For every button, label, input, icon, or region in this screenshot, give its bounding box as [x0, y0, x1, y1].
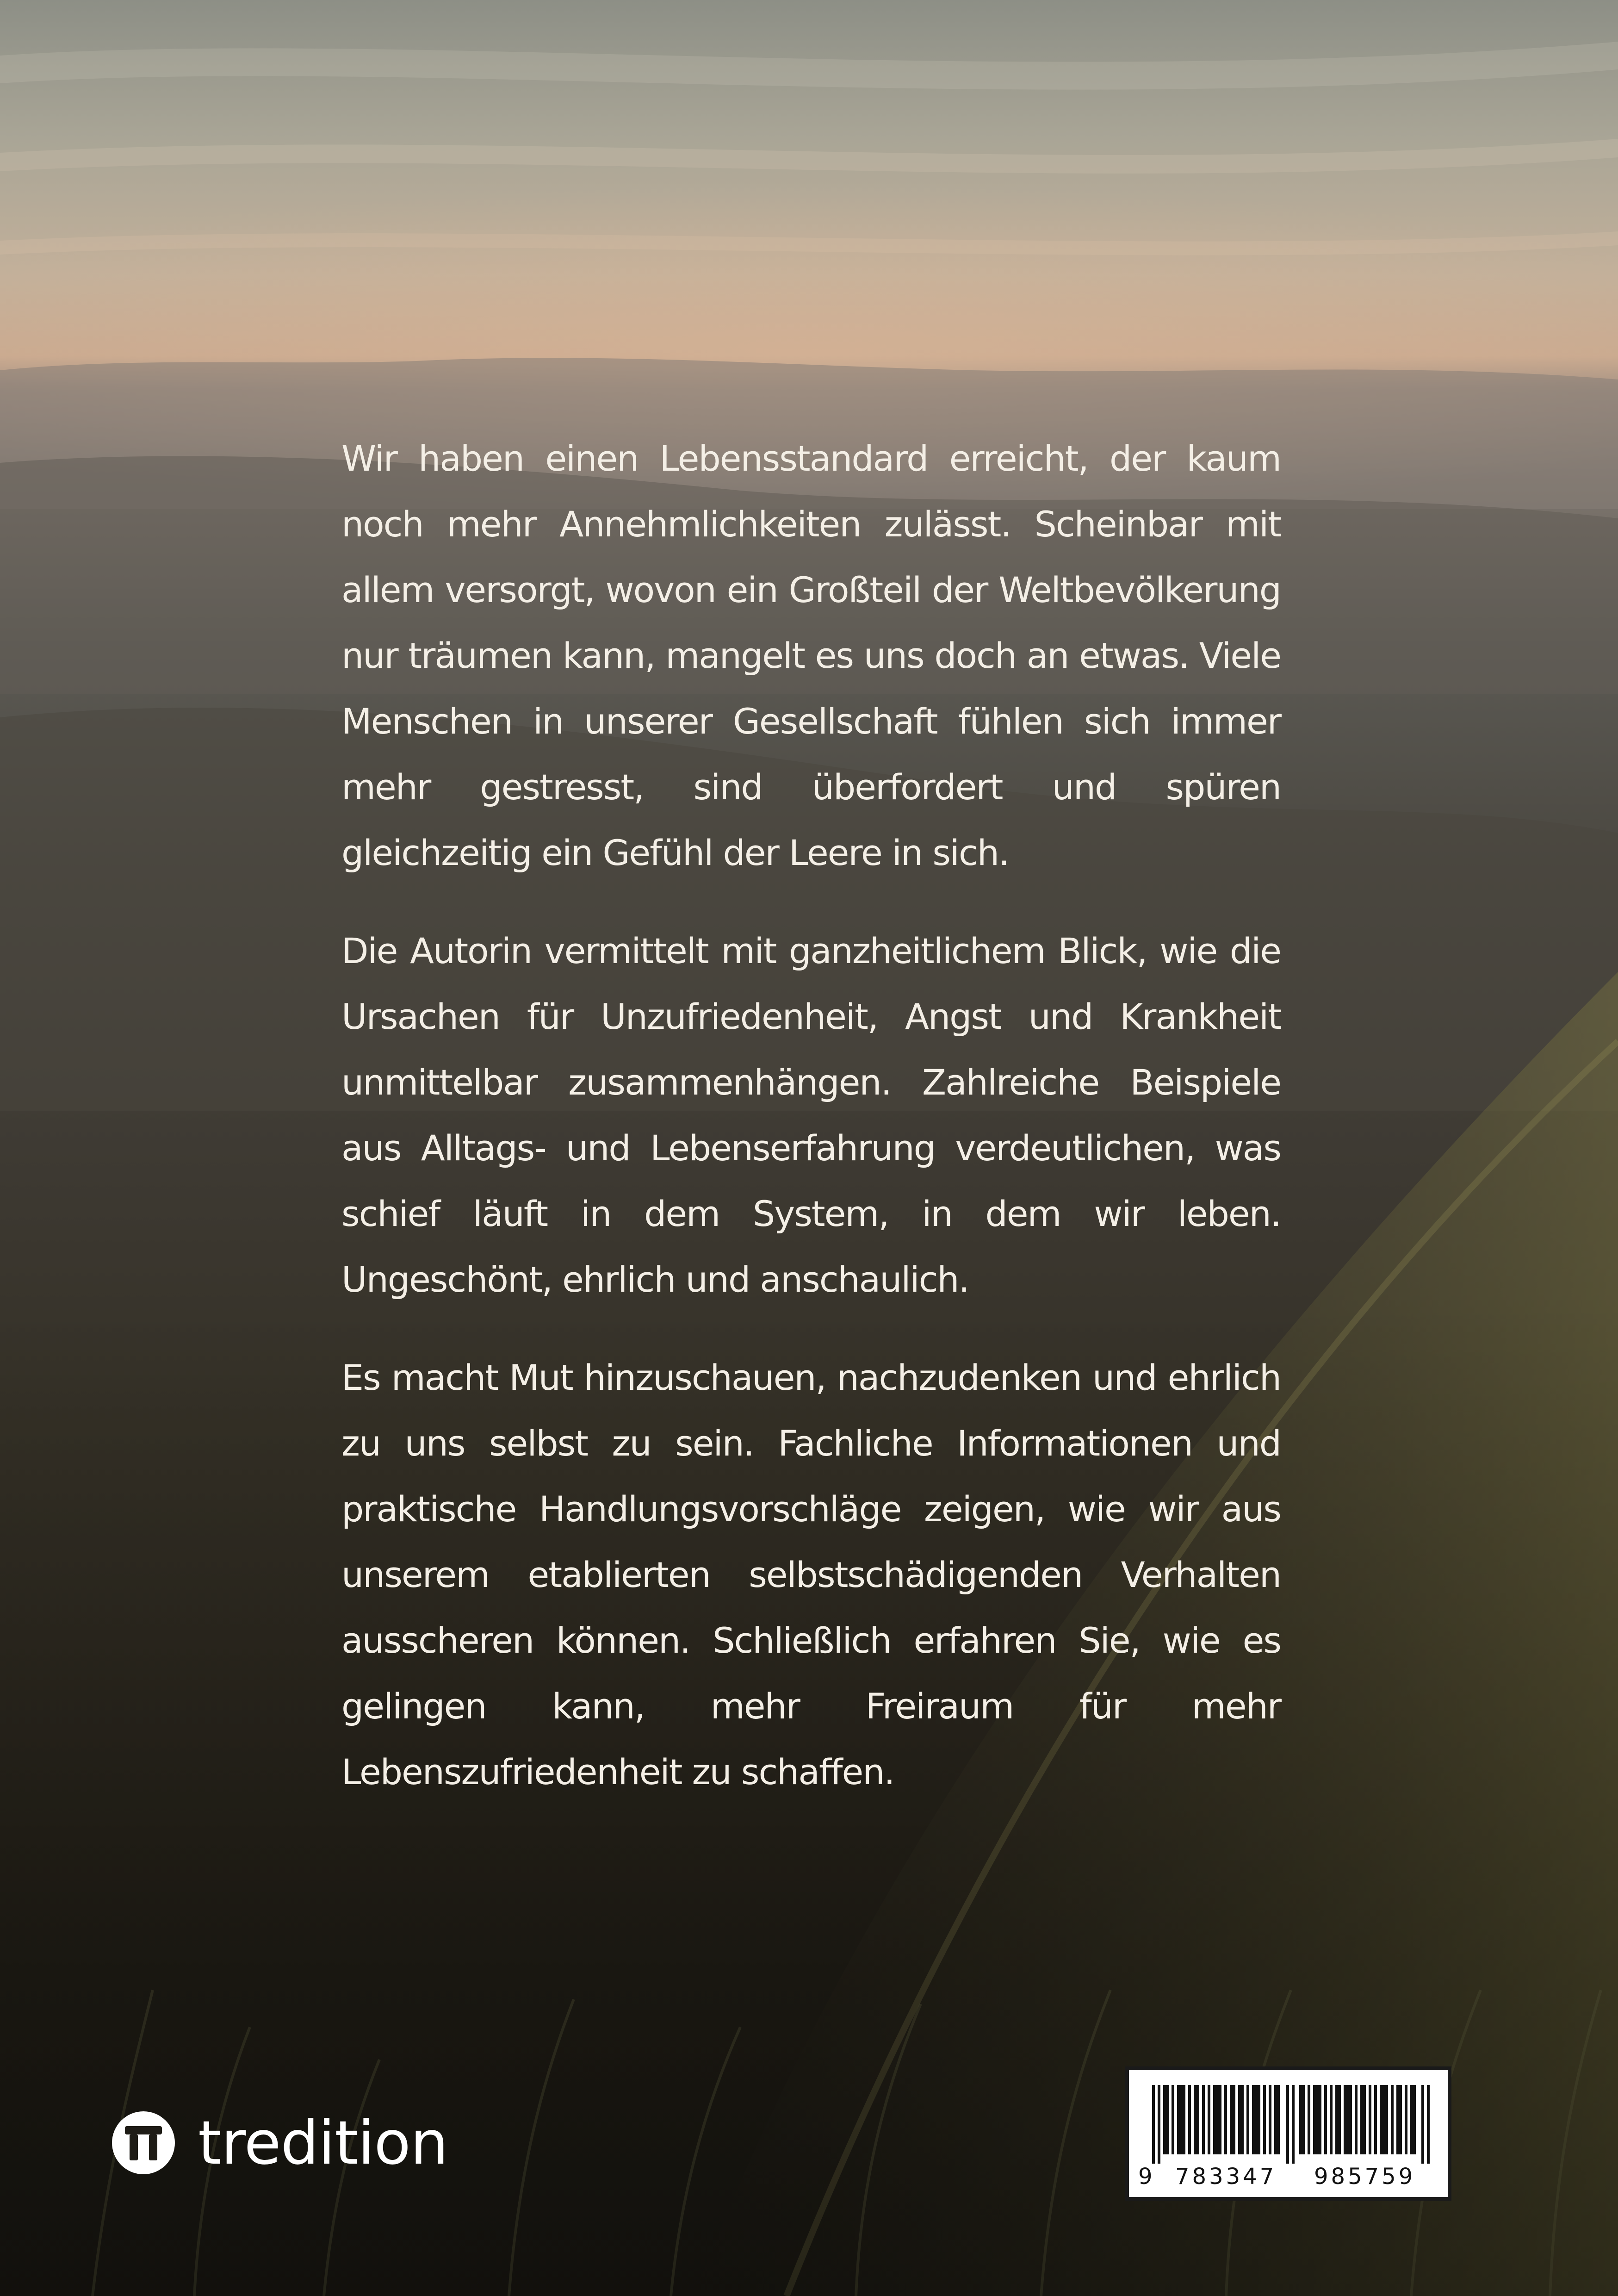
tredition-t-logo-icon: [111, 2110, 176, 2175]
isbn-left-group: 783347: [1175, 2164, 1277, 2190]
isbn-right-group: 985759: [1314, 2164, 1416, 2190]
isbn-digits: [1138, 2163, 1444, 2190]
publisher-imprint: [111, 2108, 448, 2178]
blurb-paragraph-3: Es macht Mut hinzuschauen, nachzudenken und ehrlich zu uns selbst zu sein. Fachliche Informationen und praktische Handlungsvorschläge zeigen, wie wir aus unserem etablierten selbstschädigenden Verhalten ausscheren können. Schließlich erfahren Sie, wie es gelingen kann, mehr Freiraum für mehr Lebenszufriedenheit zu schaffen.: [341, 1357, 1281, 1792]
blurb-paragraph-1: Wir haben einen Lebensstandard erreicht, der kaum noch mehr Annehmlichkeiten zulässt. Scheinbar mit allem versorgt, wovon ein Großteil der Weltbevölkerung nur träumen kann, mangelt es uns doch an etwas. Viele Menschen in unserer Gesellschaft fühlen sich immer mehr gestresst, sind überfordert und spüren gleichzeitig ein Gefühl der Leere in sich.: [341, 438, 1281, 873]
barcode-bars: [1152, 2085, 1430, 2164]
isbn-barcode: [1125, 2066, 1451, 2201]
blurb-paragraph-2: Die Autorin vermittelt mit ganzheitlichem Blick, wie die Ursachen für Unzufriedenheit, Angst und Krankheit unmittelbar zusammenhängen. Zahlreiche Beispiele aus Alltags- und Lebenserfahrung verdeutlichen, was schief läuft in dem System, in dem wir leben. Ungeschönt, ehrlich und anschaulich.: [341, 930, 1281, 1300]
publisher-name: tredition: [198, 2108, 448, 2178]
blurb-text: [341, 426, 1281, 1837]
isbn-prefix-digit: 9: [1138, 2164, 1153, 2190]
